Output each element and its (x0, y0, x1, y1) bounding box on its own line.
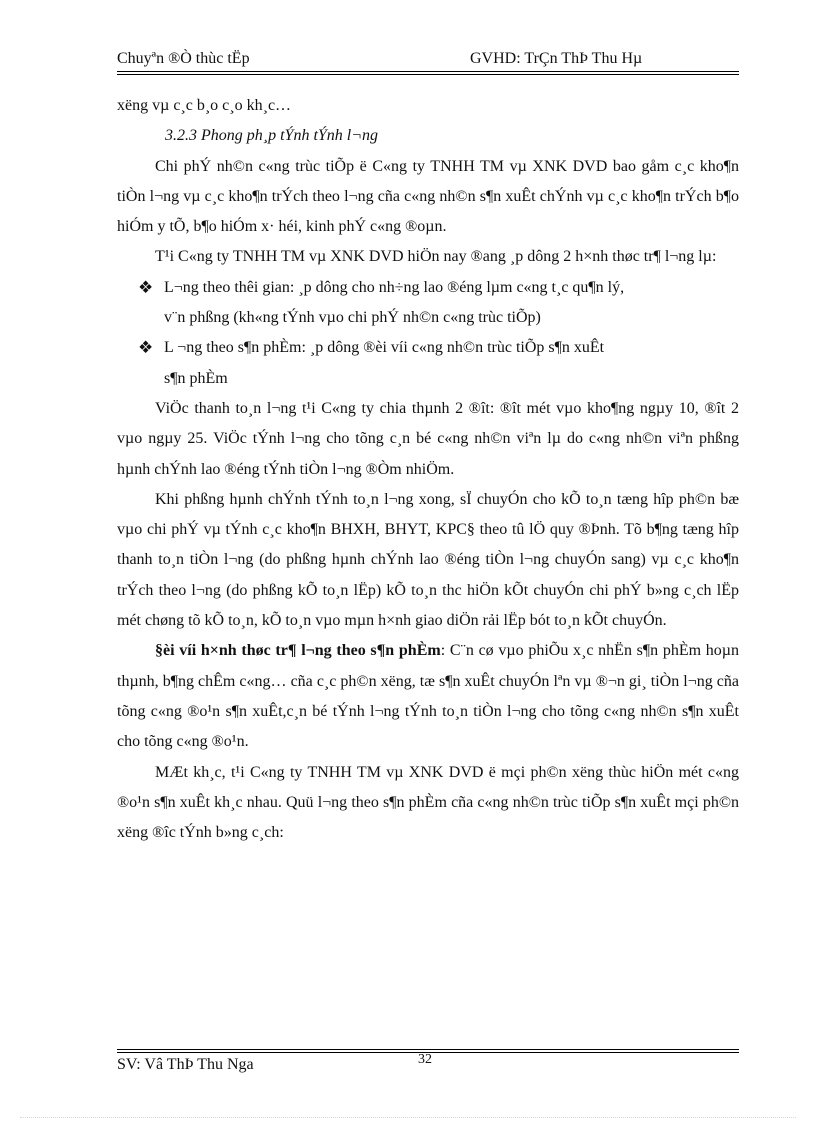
bullet-line: L ¬ng theo s¶n phÈm: ¸p dông ®èi víi c«ng nh©n trùc tiÕp s¶n xuÊt (164, 339, 605, 357)
paragraph-text: : C¨n cø vµo phiÕu x¸c nhËn s¶n phÈm hoµn thµnh, b¶ng chÊm c«ng… cña c¸c ph©n xëng, tæ s¶n xuÊt chuyÓn lªn vµ ®¬n gi¸ tiÒn l¬ng cña tõng c«ng ®o¹n s¶n xuÊt,c¸n bé tÝnh l¬ng tÝnh to¸n tiÒn l¬ng cho tõng c«ng nh©n s¶n xuÊt cho tõng c«ng ®o¹n. (117, 642, 739, 751)
page-edge-border (20, 1117, 796, 1118)
paragraph-continuation: xëng vµ c¸c b¸o c¸o kh¸c… (117, 97, 292, 114)
footer-student: SV: Vâ ThÞ Thu Nga (117, 1056, 254, 1073)
bullet-line: L¬ng theo thêi gian: ¸p dông cho nh÷ng lao ®éng lµm c«ng t¸c qu¶n lý, (164, 278, 625, 296)
paragraph-pay-forms: T¹i C«ng ty TNHH TM vµ XNK DVD hiÖn nay ®ang ¸p dông 2 h×nh thøc tr¶ l¬ng lµ: (155, 248, 717, 266)
bullet-item (117, 273, 739, 334)
bold-lead-in: §èi víi h×nh thøc tr¶ l¬ng theo s¶n phÈm (155, 642, 441, 660)
paragraph-payment-schedule: ViÖc thanh to¸n l¬ng t¹i C«ng ty chia thµnh 2 ®ît: ®ît mét vµo kho¶ng ngµy 10, ®ît 2 vµo ngµy 25. ViÖc tÝnh l¬ng cho tõng c¸n bé c«ng nh©n viªn lµ do c«ng nh©n viªn phßng hµnh chÝnh lao ®éng tÝnh tiÒn l¬ng ®Òm nhiÖm. (117, 399, 739, 478)
section-heading: 3.2.3 Phong ph¸p tÝnh tÝnh l¬ng (165, 127, 379, 145)
header-rule (117, 71, 739, 72)
page-number: 32 (418, 1052, 432, 1067)
bullet-line-continued: v¨n phßng (kh«ng tÝnh vµo chi phÝ nh©n c«ng trùc tiÕp) (164, 309, 541, 327)
paragraph-product-pay (117, 636, 739, 757)
bullet-diamond-icon: ❖ (138, 338, 154, 358)
paragraph-labor-cost: Chi phÝ nh©n c«ng trùc tiÕp ë C«ng ty TNHH TM vµ XNK DVD bao gåm c¸c kho¶n tiÒn l¬ng vµ c¸c kho¶n trÝch theo l¬ng cña c«ng nh©n s¶n xuÊt chÝnh vµ c¸c kho¶n trÝch b¶o hiÓm y tÕ, b¶o hiÓm x· héi, kinh phÝ c«ng ®oµn. (117, 157, 739, 236)
bullet-line-continued: s¶n phÈm (164, 369, 228, 387)
footer-rule (117, 1049, 739, 1050)
header-advisor: GVHD: TrÇn ThÞ Thu Hµ (470, 50, 643, 67)
bullet-diamond-icon: ❖ (138, 277, 154, 297)
header-title: Chuyªn ®Ò thùc tËp (117, 50, 250, 67)
paragraph-workshop: MÆt kh¸c, t¹i C«ng ty TNHH TM vµ XNK DVD ë mçi ph©n xëng thùc hiÖn mét c«ng ®o¹n s¶n xuÊt kh¸c nhau. Quü l¬ng theo s¶n phÈm cña c«ng nh©n trùc tiÕp s¶n xuÊt mçi ph©n xëng ®îc tÝnh b»ng c¸ch: (117, 763, 739, 842)
bullet-item (117, 333, 739, 394)
body-text (117, 91, 739, 848)
header-rule-secondary (117, 74, 739, 75)
paragraph-accounting: Khi phßng hµnh chÝnh tÝnh to¸n l¬ng xong, sÏ chuyÓn cho kÕ to¸n tæng hîp ph©n bæ vµo chi phÝ vµ tÝnh c¸c kho¶n BHXH, BHYT, KPC§ theo tû lÖ quy ®Þnh. Tõ b¶ng tæng hîp thanh to¸n tiÒn l¬ng (do phßng hµnh chÝnh lao ®éng tiÒn l¬ng chuyÓn sang) vµ c¸c kho¶n trÝch theo l¬ng (do phßng kÕ to¸n lËp) kÕ to¸n thc hiÖn kÕt chuyÓn chi phÝ b»ng c¸ch lËp mét chøng tõ kÕ to¸n, kÕ to¸n vµo mµn h×nh giao diÖn rải lËp bót to¸n kÕt chuyÓn. (117, 490, 739, 630)
